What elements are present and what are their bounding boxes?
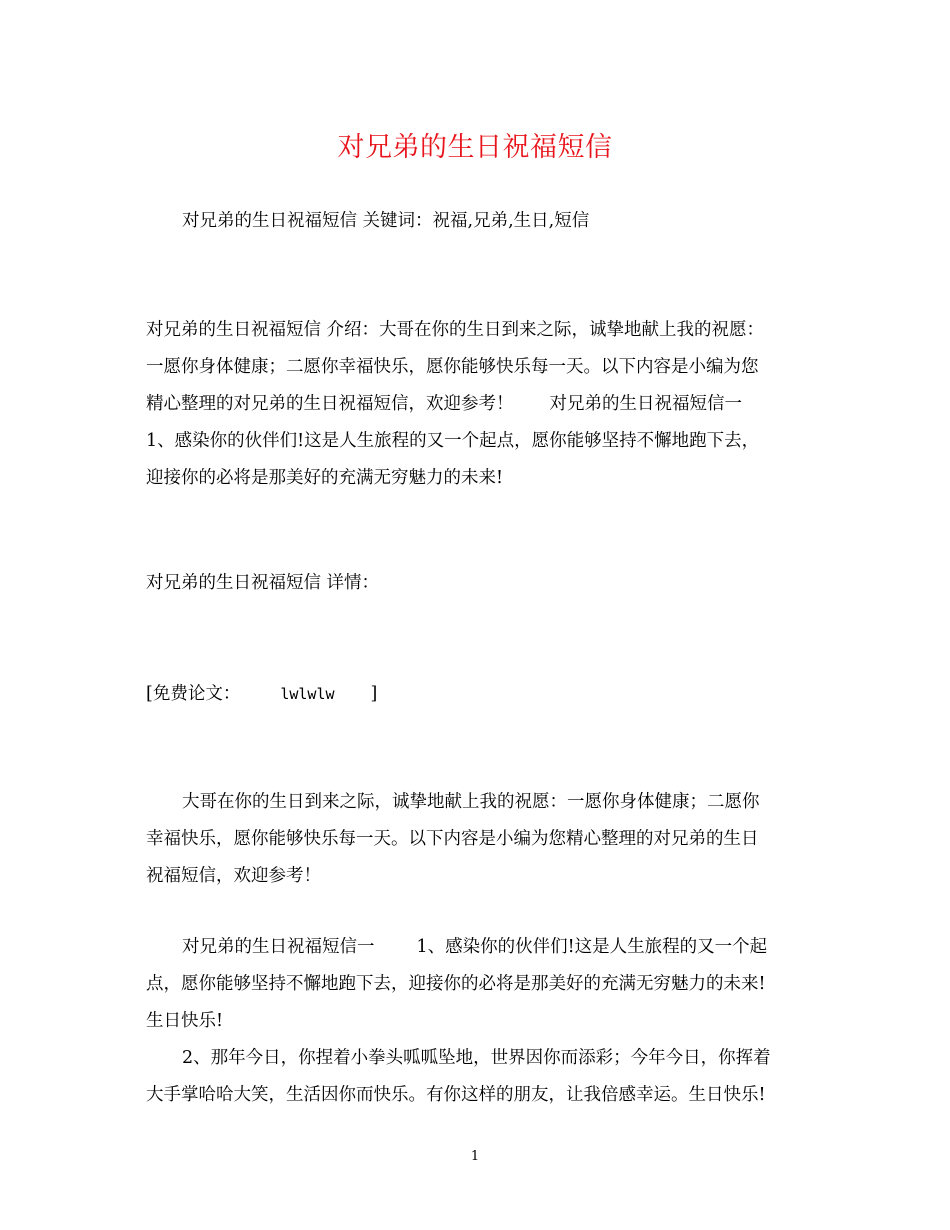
body1-line-2: 幸福快乐，愿你能够快乐每一天。以下内容是小编为您精心整理的对兄弟的生日 bbox=[146, 829, 759, 849]
detail-text: 对兄弟的生日祝福短信 详情： bbox=[146, 573, 380, 593]
intro-line-4: 1、感染你的伙伴们!这是人生旅程的又一个起点，愿你能够坚持不懈地跑下去， bbox=[146, 431, 760, 451]
body2-line-1-tail: 1、感染你的伙伴们!这是人生旅程的又一个起 bbox=[416, 937, 768, 957]
intro-line-5: 迎接你的必将是那美好的充满无穷魅力的未来! bbox=[146, 468, 504, 488]
intro-line-3-tail: 对兄弟的生日祝福短信一 bbox=[549, 394, 742, 414]
free-paper-close: ] bbox=[370, 684, 378, 704]
intro-line-3-head: 精心整理的对兄弟的生日祝福短信，欢迎参考！ bbox=[146, 394, 514, 414]
intro-paragraph bbox=[146, 312, 812, 497]
body3-line-2: 大手掌哈哈大笑，生活因你而快乐。有你这样的朋友，让我倍感幸运。生日快乐! bbox=[146, 1085, 766, 1105]
body2-line-1 bbox=[146, 929, 812, 966]
body2-line-2: 点，愿你能够坚持不懈地跑下去，迎接你的必将是那美好的充满无穷魅力的未来! bbox=[146, 974, 766, 994]
free-paper-line bbox=[146, 676, 812, 713]
body2-line-3: 生日快乐! bbox=[146, 1011, 224, 1031]
intro-line-2: 一愿你身体健康；二愿你幸福快乐，愿你能够快乐每一天。以下内容是小编为您 bbox=[146, 357, 759, 377]
page-number: 1 bbox=[470, 1149, 480, 1164]
intro-line-3 bbox=[146, 386, 812, 423]
body2-line-1-head: 对兄弟的生日祝福短信一 bbox=[182, 937, 375, 957]
detail-heading bbox=[146, 565, 812, 602]
free-paper-value: lwlwlw bbox=[280, 685, 335, 703]
keywords-text: 对兄弟的生日祝福短信 关键词：祝福,兄弟,生日,短信 bbox=[182, 211, 590, 231]
document-title: 对兄弟的生日祝福短信 bbox=[337, 132, 613, 163]
body-paragraph-1 bbox=[146, 784, 812, 895]
body1-line-1: 大哥在你的生日到来之际，诚挚地献上我的祝愿：一愿你身体健康；二愿你 bbox=[182, 792, 760, 812]
free-paper-label: [免费论文： bbox=[146, 684, 241, 704]
keywords-line bbox=[146, 203, 812, 240]
body-paragraph-2 bbox=[146, 929, 812, 1114]
body1-line-3: 祝福短信，欢迎参考！ bbox=[146, 866, 321, 886]
body3-line-1: 2、那年今日，你捏着小拳头呱呱坠地，世界因你而添彩；今年今日，你挥着 bbox=[182, 1048, 771, 1068]
intro-line-1: 对兄弟的生日祝福短信 介绍：大哥在你的生日到来之际，诚挚地献上我的祝愿： bbox=[146, 320, 765, 340]
